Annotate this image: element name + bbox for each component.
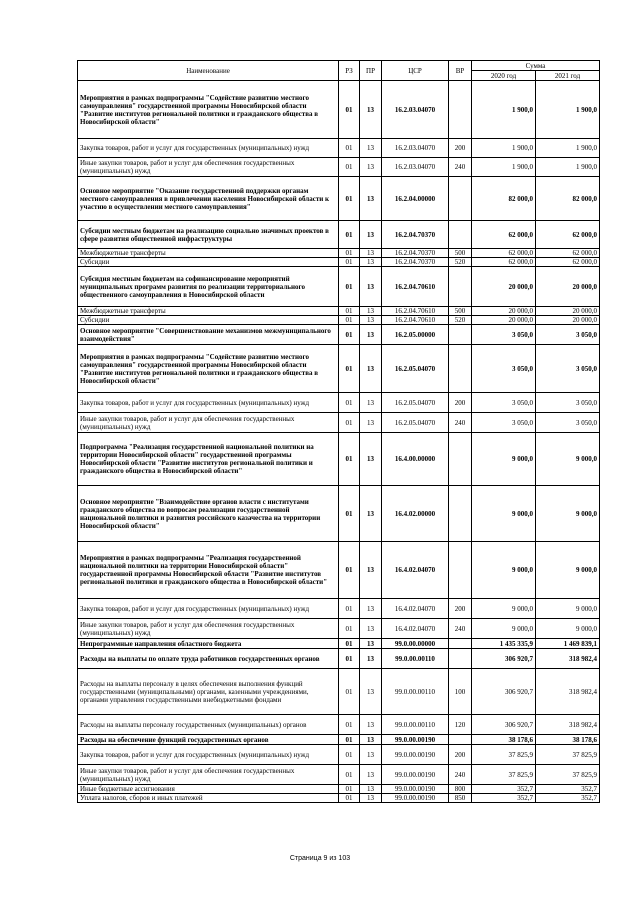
table-row xyxy=(78,486,600,542)
table-row xyxy=(78,735,600,745)
row-rz: 01 xyxy=(339,542,360,599)
row-pr: 13 xyxy=(360,639,382,649)
row-sum-2021: 62 000,0 xyxy=(536,258,600,267)
row-vr xyxy=(449,81,472,139)
header-name: Наименование xyxy=(78,61,339,81)
row-sum-2020: 9 000,0 xyxy=(472,486,536,542)
table-header xyxy=(78,61,600,81)
row-sum-2020: 1 900,0 xyxy=(472,139,536,158)
row-vr xyxy=(449,486,472,542)
row-name: Расходы на выплаты по оплате труда работников государственных органов xyxy=(78,649,339,669)
row-pr: 13 xyxy=(360,599,382,619)
row-name: Закупка товаров, работ и услуг для государственных (муниципальных) нужд xyxy=(78,745,339,765)
row-rz: 01 xyxy=(339,221,360,249)
row-rz: 01 xyxy=(339,158,360,177)
row-pr: 13 xyxy=(360,785,382,794)
row-pr: 13 xyxy=(360,325,382,345)
row-sum-2021: 3 050,0 xyxy=(536,393,600,413)
header-year-2020: 2020 год xyxy=(472,71,536,81)
row-pr: 13 xyxy=(360,307,382,316)
row-rz: 01 xyxy=(339,393,360,413)
row-csr: 16.2.03.04070 xyxy=(382,139,449,158)
row-sum-2021: 9 000,0 xyxy=(536,486,600,542)
table-row xyxy=(78,177,600,221)
row-sum-2020: 3 050,0 xyxy=(472,413,536,433)
row-sum-2020: 9 000,0 xyxy=(472,542,536,599)
header-sum: Сумма xyxy=(472,61,600,71)
row-pr: 13 xyxy=(360,177,382,221)
row-vr xyxy=(449,177,472,221)
table-row xyxy=(78,325,600,345)
row-rz: 01 xyxy=(339,649,360,669)
row-sum-2021: 352,7 xyxy=(536,785,600,794)
table-body xyxy=(78,81,600,803)
row-pr: 13 xyxy=(360,139,382,158)
row-csr: 16.4.00.00000 xyxy=(382,433,449,486)
row-name: Расходы на обеспечение функций государственных органов xyxy=(78,735,339,745)
row-name: Мероприятия в рамках подпрограммы "Реализация государственной национальной политики на территории Новосибирской области" государственной программы Новосибирской области "Развитие институтов региональной политики и гражданского общества в Новосибирской области" xyxy=(78,542,339,599)
table-row xyxy=(78,139,600,158)
row-sum-2021: 1 900,0 xyxy=(536,139,600,158)
row-vr: 240 xyxy=(449,413,472,433)
row-sum-2020: 20 000,0 xyxy=(472,267,536,307)
row-vr xyxy=(449,267,472,307)
row-rz: 01 xyxy=(339,307,360,316)
row-csr: 99.0.00.00110 xyxy=(382,669,449,715)
row-csr: 16.2.04.70370 xyxy=(382,258,449,267)
header-pr: ПР xyxy=(360,61,382,81)
row-rz: 01 xyxy=(339,433,360,486)
row-csr: 16.2.05.04070 xyxy=(382,393,449,413)
row-sum-2020: 9 000,0 xyxy=(472,619,536,639)
row-vr: 240 xyxy=(449,158,472,177)
table-row xyxy=(78,267,600,307)
row-csr: 16.2.03.04070 xyxy=(382,158,449,177)
row-rz: 01 xyxy=(339,345,360,393)
row-pr: 13 xyxy=(360,765,382,785)
table-row xyxy=(78,715,600,735)
row-rz: 01 xyxy=(339,745,360,765)
row-rz: 01 xyxy=(339,794,360,803)
row-name: Субсидии xyxy=(78,258,339,267)
row-pr: 13 xyxy=(360,649,382,669)
row-vr xyxy=(449,325,472,345)
table-row xyxy=(78,345,600,393)
row-sum-2021: 20 000,0 xyxy=(536,316,600,325)
row-name: Закупка товаров, работ и услуг для государственных (муниципальных) нужд xyxy=(78,393,339,413)
row-rz: 01 xyxy=(339,325,360,345)
row-csr: 99.0.00.00190 xyxy=(382,765,449,785)
row-name: Закупка товаров, работ и услуг для государственных (муниципальных) нужд xyxy=(78,139,339,158)
row-sum-2021: 9 000,0 xyxy=(536,619,600,639)
row-sum-2020: 306 920,7 xyxy=(472,669,536,715)
table-row xyxy=(78,433,600,486)
row-vr xyxy=(449,735,472,745)
row-vr: 800 xyxy=(449,785,472,794)
table-row xyxy=(78,221,600,249)
row-csr: 16.2.05.04070 xyxy=(382,413,449,433)
row-csr: 16.2.05.00000 xyxy=(382,325,449,345)
row-rz: 01 xyxy=(339,785,360,794)
row-csr: 16.4.02.04070 xyxy=(382,542,449,599)
row-name: Межбюджетные трансферты xyxy=(78,249,339,258)
table-row xyxy=(78,316,600,325)
row-vr: 200 xyxy=(449,393,472,413)
row-vr: 500 xyxy=(449,249,472,258)
table-row xyxy=(78,619,600,639)
row-name: Основное мероприятие "Оказание государственной поддержки органам местного самоуправления в привлечении населения Новосибирской области к участию в осуществлении местного самоуправления" xyxy=(78,177,339,221)
row-rz: 01 xyxy=(339,765,360,785)
row-sum-2021: 3 050,0 xyxy=(536,413,600,433)
row-rz: 01 xyxy=(339,413,360,433)
row-sum-2021: 9 000,0 xyxy=(536,542,600,599)
table-row xyxy=(78,765,600,785)
row-name: Иные закупки товаров, работ и услуг для обеспечения государственных (муниципальных) нужд xyxy=(78,765,339,785)
row-name: Субсидии местным бюджетам на реализацию социально значимых проектов в сфере развития общественной инфраструктуры xyxy=(78,221,339,249)
row-vr: 520 xyxy=(449,316,472,325)
table-row xyxy=(78,81,600,139)
row-csr: 99.0.00.00110 xyxy=(382,715,449,735)
row-sum-2020: 37 825,9 xyxy=(472,765,536,785)
row-name: Расходы на выплаты персоналу государственных (муниципальных) органов xyxy=(78,715,339,735)
table-row xyxy=(78,158,600,177)
row-name: Субсидии xyxy=(78,316,339,325)
row-name: Иные бюджетные ассигнования xyxy=(78,785,339,794)
row-sum-2020: 37 825,9 xyxy=(472,745,536,765)
row-rz: 01 xyxy=(339,619,360,639)
row-csr: 99.0.00.00190 xyxy=(382,735,449,745)
budget-table xyxy=(77,60,600,803)
row-pr: 13 xyxy=(360,715,382,735)
row-name: Непрограммные направления областного бюджета xyxy=(78,639,339,649)
row-sum-2021: 318 982,4 xyxy=(536,669,600,715)
row-csr: 16.4.02.04070 xyxy=(382,619,449,639)
row-vr: 200 xyxy=(449,139,472,158)
row-sum-2021: 1 900,0 xyxy=(536,81,600,139)
row-csr: 16.2.04.70370 xyxy=(382,249,449,258)
row-vr xyxy=(449,345,472,393)
row-sum-2020: 306 920,7 xyxy=(472,715,536,735)
row-sum-2020: 1 435 335,9 xyxy=(472,639,536,649)
row-csr: 16.4.02.00000 xyxy=(382,486,449,542)
row-sum-2020: 352,7 xyxy=(472,785,536,794)
row-name: Расходы на выплаты персоналу в целях обеспечения выполнения функций государственными (муниципальными) органами, казенными учреждениями, органами управления государственными внебюджетными фондами xyxy=(78,669,339,715)
row-vr: 520 xyxy=(449,258,472,267)
row-pr: 13 xyxy=(360,413,382,433)
row-vr: 240 xyxy=(449,765,472,785)
row-vr: 200 xyxy=(449,599,472,619)
row-name: Межбюджетные трансферты xyxy=(78,307,339,316)
table-row xyxy=(78,258,600,267)
row-sum-2020: 3 050,0 xyxy=(472,325,536,345)
table-row xyxy=(78,649,600,669)
row-sum-2021: 352,7 xyxy=(536,794,600,803)
row-rz: 01 xyxy=(339,249,360,258)
row-csr: 99.0.00.00190 xyxy=(382,794,449,803)
row-sum-2020: 82 000,0 xyxy=(472,177,536,221)
row-sum-2021: 37 825,9 xyxy=(536,765,600,785)
row-rz: 01 xyxy=(339,639,360,649)
row-sum-2021: 38 178,6 xyxy=(536,735,600,745)
row-vr: 200 xyxy=(449,745,472,765)
row-pr: 13 xyxy=(360,345,382,393)
row-pr: 13 xyxy=(360,267,382,307)
table-row xyxy=(78,542,600,599)
row-pr: 13 xyxy=(360,258,382,267)
row-vr: 120 xyxy=(449,715,472,735)
header-csr: ЦСР xyxy=(382,61,449,81)
row-sum-2021: 62 000,0 xyxy=(536,221,600,249)
row-csr: 16.2.05.04070 xyxy=(382,345,449,393)
row-name: Закупка товаров, работ и услуг для государственных (муниципальных) нужд xyxy=(78,599,339,619)
table-row xyxy=(78,599,600,619)
row-csr: 99.0.00.00190 xyxy=(382,745,449,765)
row-sum-2020: 9 000,0 xyxy=(472,433,536,486)
row-csr: 16.2.04.00000 xyxy=(382,177,449,221)
header-vr: ВР xyxy=(449,61,472,81)
row-sum-2021: 318 982,4 xyxy=(536,715,600,735)
table-row xyxy=(78,639,600,649)
row-vr: 500 xyxy=(449,307,472,316)
table-row xyxy=(78,393,600,413)
row-csr: 16.4.02.04070 xyxy=(382,599,449,619)
row-sum-2021: 37 825,9 xyxy=(536,745,600,765)
row-csr: 16.2.03.04070 xyxy=(382,81,449,139)
row-name: Основное мероприятие "Совершенствование механизмов межмуниципального взаимодействия" xyxy=(78,325,339,345)
row-name: Иные закупки товаров, работ и услуг для обеспечения государственных (муниципальных) нужд xyxy=(78,619,339,639)
row-rz: 01 xyxy=(339,735,360,745)
row-rz: 01 xyxy=(339,177,360,221)
row-name: Подпрограмма "Реализация государственной национальной политики на территории Новосибирской области" государственной программы Новосибирской области "Развитие институтов региональной политики и гражданского общества в Новосибирской области" xyxy=(78,433,339,486)
row-sum-2020: 352,7 xyxy=(472,794,536,803)
row-name: Иные закупки товаров, работ и услуг для обеспечения государственных (муниципальных) нужд xyxy=(78,158,339,177)
row-sum-2020: 3 050,0 xyxy=(472,393,536,413)
row-name: Субсидия местным бюджетам на софинансирование мероприятий муниципальных программ развития по реализации территориального общественного самоуправления в Новосибирской области xyxy=(78,267,339,307)
row-vr xyxy=(449,649,472,669)
row-csr: 99.0.00.00190 xyxy=(382,785,449,794)
row-pr: 13 xyxy=(360,158,382,177)
row-pr: 13 xyxy=(360,669,382,715)
row-pr: 13 xyxy=(360,249,382,258)
row-pr: 13 xyxy=(360,794,382,803)
row-rz: 01 xyxy=(339,258,360,267)
row-csr: 99.0.00.00000 xyxy=(382,639,449,649)
row-pr: 13 xyxy=(360,745,382,765)
table-row xyxy=(78,669,600,715)
row-sum-2020: 62 000,0 xyxy=(472,249,536,258)
row-vr xyxy=(449,221,472,249)
row-sum-2021: 20 000,0 xyxy=(536,267,600,307)
row-rz: 01 xyxy=(339,486,360,542)
row-sum-2021: 62 000,0 xyxy=(536,249,600,258)
row-csr: 16.2.04.70610 xyxy=(382,316,449,325)
row-sum-2020: 20 000,0 xyxy=(472,307,536,316)
row-sum-2020: 38 178,6 xyxy=(472,735,536,745)
row-pr: 13 xyxy=(360,221,382,249)
row-sum-2021: 318 982,4 xyxy=(536,649,600,669)
row-pr: 13 xyxy=(360,735,382,745)
row-vr xyxy=(449,433,472,486)
row-rz: 01 xyxy=(339,669,360,715)
row-sum-2021: 20 000,0 xyxy=(536,307,600,316)
row-csr: 16.2.04.70610 xyxy=(382,307,449,316)
row-name: Иные закупки товаров, работ и услуг для обеспечения государственных (муниципальных) нужд xyxy=(78,413,339,433)
table-row xyxy=(78,745,600,765)
row-sum-2020: 62 000,0 xyxy=(472,221,536,249)
row-sum-2020: 3 050,0 xyxy=(472,345,536,393)
row-csr: 16.2.04.70370 xyxy=(382,221,449,249)
row-sum-2021: 3 050,0 xyxy=(536,325,600,345)
row-csr: 16.2.04.70610 xyxy=(382,267,449,307)
row-sum-2021: 3 050,0 xyxy=(536,345,600,393)
row-rz: 01 xyxy=(339,599,360,619)
row-sum-2021: 1 900,0 xyxy=(536,158,600,177)
row-vr xyxy=(449,542,472,599)
row-rz: 01 xyxy=(339,316,360,325)
row-name: Мероприятия в рамках подпрограммы "Содействие развитию местного самоуправления" государственной программы Новосибирской области "Развитие институтов региональной политики и гражданского общества в Новосибирской области" xyxy=(78,81,339,139)
row-pr: 13 xyxy=(360,542,382,599)
row-name: Мероприятия в рамках подпрограммы "Содействие развитию местного самоуправления" государственной программы Новосибирской области "Развитие институтов региональной политики и гражданского общества в Новосибирской области" xyxy=(78,345,339,393)
row-pr: 13 xyxy=(360,486,382,542)
row-sum-2021: 9 000,0 xyxy=(536,599,600,619)
row-pr: 13 xyxy=(360,619,382,639)
row-vr xyxy=(449,639,472,649)
row-pr: 13 xyxy=(360,316,382,325)
table-row xyxy=(78,794,600,803)
row-sum-2020: 1 900,0 xyxy=(472,81,536,139)
row-sum-2021: 1 469 839,1 xyxy=(536,639,600,649)
row-sum-2020: 1 900,0 xyxy=(472,158,536,177)
row-rz: 01 xyxy=(339,81,360,139)
row-name: Уплата налогов, сборов и иных платежей xyxy=(78,794,339,803)
table-row xyxy=(78,413,600,433)
row-rz: 01 xyxy=(339,715,360,735)
row-sum-2020: 9 000,0 xyxy=(472,599,536,619)
row-vr: 100 xyxy=(449,669,472,715)
header-rz: РЗ xyxy=(339,61,360,81)
row-pr: 13 xyxy=(360,393,382,413)
row-name: Основное мероприятие "Взаимодействие органов власти с институтами гражданского общества по вопросам реализации государственной национальной политики и развития российского казачества на территории Новосибирской области" xyxy=(78,486,339,542)
row-vr: 850 xyxy=(449,794,472,803)
row-sum-2020: 306 920,7 xyxy=(472,649,536,669)
row-pr: 13 xyxy=(360,81,382,139)
row-rz: 01 xyxy=(339,139,360,158)
row-sum-2021: 82 000,0 xyxy=(536,177,600,221)
header-year-2021: 2021 год xyxy=(536,71,600,81)
row-rz: 01 xyxy=(339,267,360,307)
table-row xyxy=(78,249,600,258)
row-csr: 99.0.00.00110 xyxy=(382,649,449,669)
row-sum-2020: 20 000,0 xyxy=(472,316,536,325)
row-vr: 240 xyxy=(449,619,472,639)
page-footer: Страница 9 из 103 xyxy=(289,855,351,862)
table-row xyxy=(78,785,600,794)
table-row xyxy=(78,307,600,316)
row-sum-2020: 62 000,0 xyxy=(472,258,536,267)
row-sum-2021: 9 000,0 xyxy=(536,433,600,486)
row-pr: 13 xyxy=(360,433,382,486)
